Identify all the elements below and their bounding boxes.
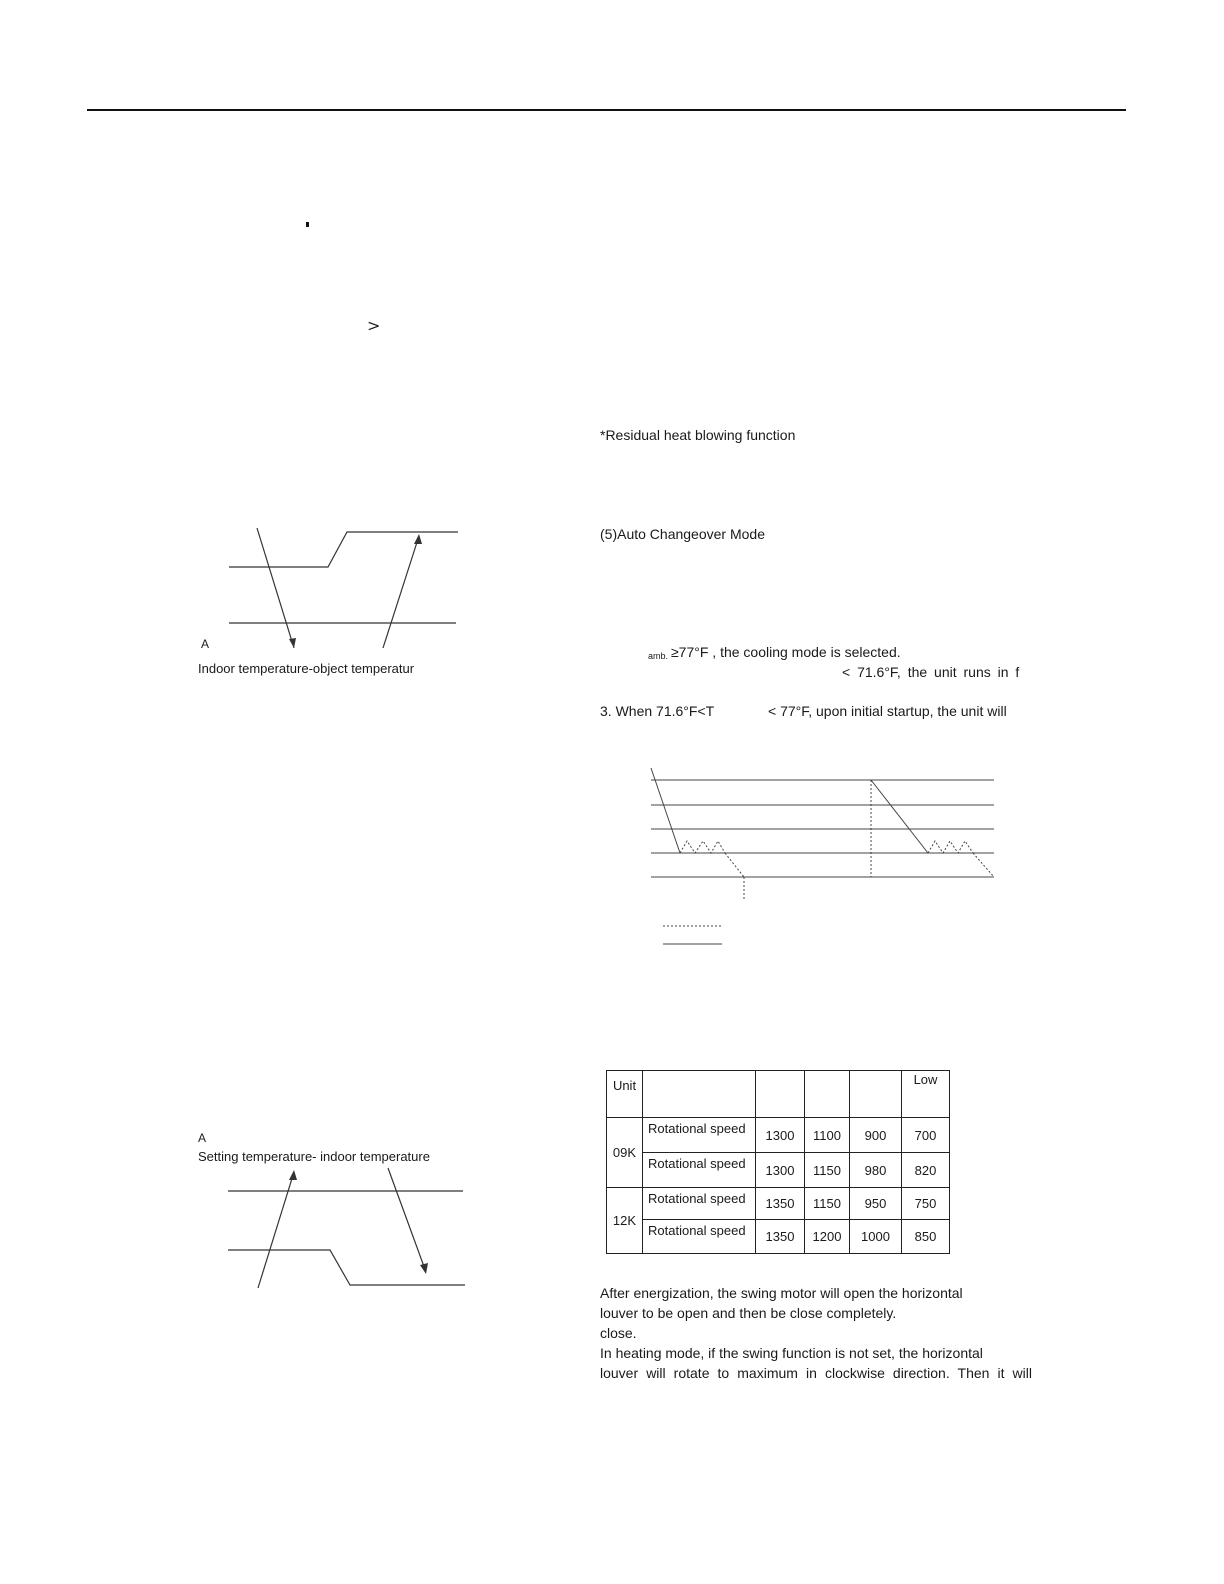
header-empty-cell: [756, 1071, 805, 1118]
value-text: 1350: [765, 1229, 795, 1244]
bottom-chart-down-arrowhead: [420, 1263, 428, 1274]
row-label-cell: [643, 1153, 756, 1188]
table-row: [607, 1118, 950, 1153]
top-chart-up-arrowhead: [414, 534, 422, 544]
row-label-cell: [643, 1188, 756, 1220]
top-chart-label-a: A: [201, 637, 210, 651]
unit-text: 09K: [612, 1145, 637, 1160]
header-unit-cell: [607, 1071, 643, 1118]
second-sawtooth: [928, 841, 973, 853]
value-text: 1150: [813, 1162, 841, 1178]
row-label: Rotational speed: [648, 1191, 746, 1206]
header-empty-cell: [805, 1071, 850, 1118]
value-cell: [902, 1220, 950, 1254]
value-cell: [805, 1118, 850, 1153]
row-label: Rotational speed: [648, 1121, 746, 1136]
bottom-chart-up-arrow-line: [258, 1172, 294, 1288]
header-unit-text: Unit: [612, 1078, 637, 1093]
bottom-chart-label-a: A: [198, 1131, 207, 1145]
value-cell: [756, 1153, 805, 1188]
value-cell: [902, 1153, 950, 1188]
stray-mark: [306, 222, 309, 227]
amb-subscript: amb.: [648, 651, 669, 661]
swing-line-3: close.: [600, 1325, 637, 1341]
value-text: 950: [864, 1196, 887, 1211]
swing-line-5: louver will rotate to maximum in clockwise direction. Then it will: [600, 1365, 1032, 1381]
value-cell: [902, 1118, 950, 1153]
top-chart-down-arrowhead: [289, 638, 296, 648]
value-cell: [756, 1188, 805, 1220]
value-text: 900: [864, 1127, 887, 1143]
table-row: [607, 1188, 950, 1220]
top-chart-up-arrow-line: [383, 536, 419, 648]
first-dotted-decline: [725, 853, 744, 877]
condition-3-right: < 77°F, upon initial startup, the unit will: [768, 703, 1007, 719]
value-text: 1000: [861, 1229, 890, 1244]
value-cell: [850, 1220, 902, 1254]
value-text: 850: [914, 1229, 937, 1244]
value-text: 1150: [813, 1196, 841, 1211]
header-empty-cell: [850, 1071, 902, 1118]
cooling-condition-text: ≥77°F , the cooling mode is selected.: [671, 644, 901, 660]
auto-changeover-chart: [645, 765, 1005, 955]
value-text: 1100: [813, 1127, 841, 1143]
left-chart-top: [195, 520, 495, 660]
table-row: [607, 1153, 950, 1188]
value-cell: [902, 1188, 950, 1220]
swing-line-4: In heating mode, if the swing function is not set, the horizontal: [600, 1345, 983, 1361]
value-cell: [756, 1118, 805, 1153]
table-row: [607, 1220, 950, 1254]
table-header-row: [607, 1071, 950, 1118]
header-low-text: Low: [913, 1072, 938, 1087]
value-text: 820: [914, 1162, 937, 1178]
value-text: 1200: [812, 1229, 842, 1244]
row-label-cell: [643, 1118, 756, 1153]
top-chart-caption: Indoor temperature-object temperatur: [198, 661, 415, 676]
bottom-chart-up-arrowhead: [289, 1170, 297, 1180]
value-text: 1300: [765, 1127, 795, 1143]
row-label: Rotational speed: [648, 1223, 746, 1238]
second-descent-line: [871, 780, 928, 853]
top-chart-down-arrow-line: [257, 528, 294, 648]
value-text: 750: [914, 1196, 937, 1211]
value-cell: [850, 1153, 902, 1188]
unit-cell: [607, 1188, 643, 1254]
runs-condition-text: < 71.6°F, the unit runs in f: [842, 664, 1020, 680]
value-cell: [805, 1153, 850, 1188]
first-sawtooth: [680, 841, 725, 853]
swing-line-2: louver to be open and then be close completely.: [600, 1305, 897, 1321]
second-dotted-decline: [973, 853, 994, 877]
value-cell: [850, 1188, 902, 1220]
unit-cell: [607, 1118, 643, 1188]
header-rule: [87, 109, 1126, 111]
header-low-cell: [902, 1071, 950, 1118]
condition-3-left: 3. When 71.6°F<T: [600, 703, 715, 719]
fan-speed-table: [606, 1070, 950, 1254]
row-label-cell: [643, 1220, 756, 1254]
swing-paragraph: [600, 1283, 1040, 1383]
greater-than-glyph: >: [367, 316, 381, 335]
row-label: Rotational speed: [648, 1156, 746, 1171]
value-cell: [805, 1220, 850, 1254]
value-cell: [850, 1118, 902, 1153]
value-text: 1350: [765, 1196, 795, 1211]
bottom-chart-step-line: [228, 1250, 465, 1285]
value-text: 980: [864, 1162, 887, 1178]
bottom-chart-down-arrow-line: [388, 1168, 426, 1272]
value-cell: [805, 1188, 850, 1220]
left-chart-bottom: [220, 1160, 520, 1300]
value-text: 1300: [765, 1162, 795, 1178]
swing-line-1: After energization, the swing motor will open the horizontal: [600, 1285, 963, 1301]
unit-text: 12K: [612, 1213, 637, 1228]
first-descent-line: [651, 768, 680, 853]
auto-changeover-heading: (5)Auto Changeover Mode: [600, 526, 765, 542]
value-cell: [756, 1220, 805, 1254]
header-empty-cell: [643, 1071, 756, 1118]
bottom-chart-caption: Setting temperature- indoor temperature: [198, 1149, 430, 1164]
residual-heat-heading: *Residual heat blowing function: [600, 427, 796, 443]
value-text: 700: [914, 1127, 937, 1143]
